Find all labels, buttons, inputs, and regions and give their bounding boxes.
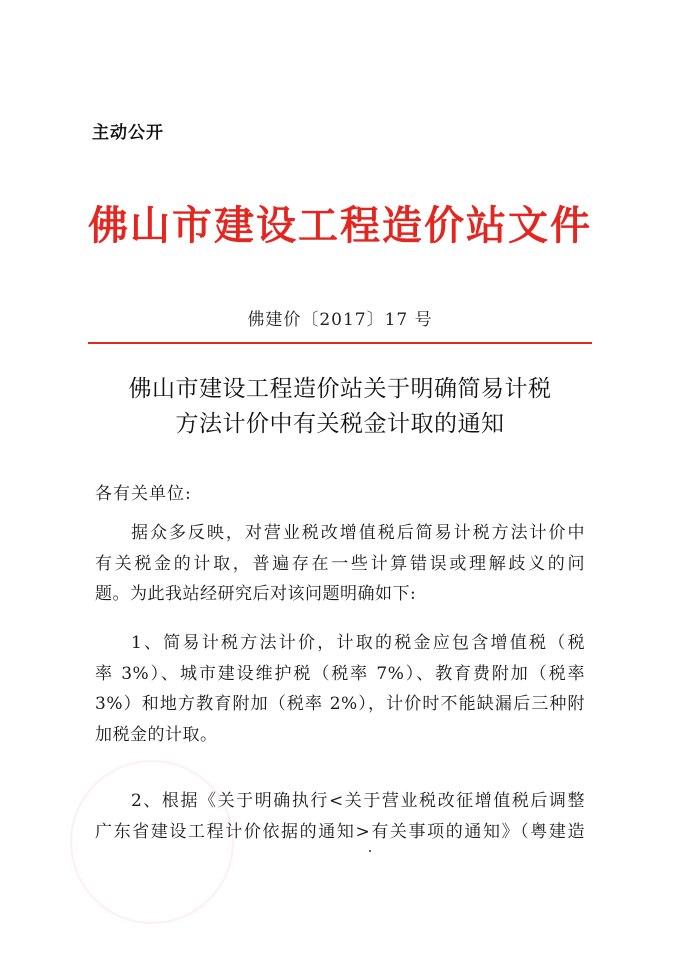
issuing-authority-masthead: 佛山市建设工程造价站文件 (88, 202, 592, 249)
title-line-1: 佛山市建设工程造价站关于明确简易计税 (128, 376, 552, 402)
paragraph-line: 题。为此我站经研究后对该问题明确如下: (95, 584, 417, 604)
salutation: 各有关单位: (95, 484, 192, 504)
paragraph-line: 据众多反映，对营业税改增值税后简易计税方法计价中 (131, 523, 585, 543)
paragraph-intro (95, 518, 585, 610)
page-mark-dot (369, 850, 371, 852)
document-number: 佛建价〔2017〕17 号 (247, 310, 433, 330)
paragraph-line: 率 3%）、城市建设维护税（税率 7%）、教育费附加（税率 (95, 663, 585, 684)
paragraph-item-1 (95, 628, 585, 750)
paragraph-line: 广东省建设工程计价依据的通知>有关事项的通知》（粤建造 (95, 821, 585, 842)
paragraph-line: 1、简易计税方法计价，计取的税金应包含增值税（税 (131, 633, 585, 653)
red-divider-line (88, 342, 592, 344)
paragraph-line: 2、根据《关于明确执行<关于营业税改征增值税后调整 (131, 791, 585, 811)
disclosure-label: 主动公开 (92, 123, 164, 143)
paragraph-line: 加税金的计取。 (95, 724, 218, 745)
document-title (0, 372, 680, 442)
paragraph-item-2 (95, 786, 585, 847)
paragraph-line: 3%）和地方教育附加（税率 2%），计价时不能缺漏后三种附 (95, 694, 585, 714)
title-line-2: 方法计价中有关税金计取的通知 (175, 411, 505, 437)
paragraph-line: 有关税金的计取，普遍存在一些计算错误或理解歧义的问 (95, 553, 585, 574)
